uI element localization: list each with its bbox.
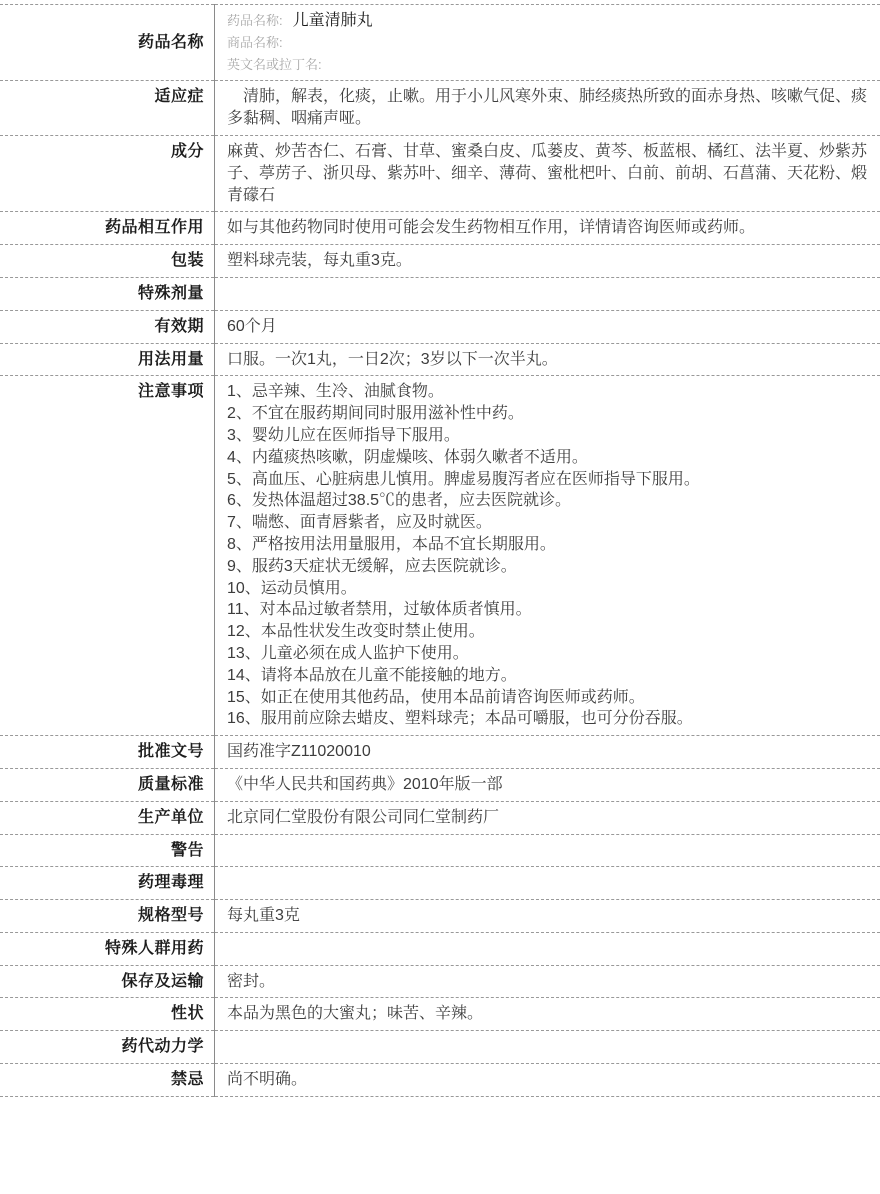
- table-row: [0, 376, 880, 736]
- value-line: 60个月: [227, 316, 870, 338]
- row-value-special-dosage: [215, 277, 880, 310]
- value-line: 2、不宜在服药期间同时服用滋补性中药。: [227, 403, 870, 425]
- row-label-special-populations: 特殊人群用药: [0, 932, 215, 965]
- row-label-quality-standard: 质量标准: [0, 768, 215, 801]
- value-line: 清肺，解表，化痰，止嗽。用于小儿风寒外束、肺经痰热所致的面赤身热、咳嗽气促、痰多黏稠、咽痛声哑。: [227, 86, 870, 130]
- row-label-indications: 适应症: [0, 81, 215, 136]
- row-label-packaging: 包装: [0, 245, 215, 278]
- empty-value: [227, 1036, 870, 1058]
- row-label-manufacturer: 生产单位: [0, 801, 215, 834]
- table-row: [0, 867, 880, 900]
- value-line: 8、严格按用法用量服用，本品不宜长期服用。: [227, 534, 870, 556]
- row-value-special-populations: [215, 932, 880, 965]
- row-value-warnings: [215, 834, 880, 867]
- value-line: 14、请将本品放在儿童不能接触的地方。: [227, 665, 870, 687]
- value-line: 10、运动员慎用。: [227, 578, 870, 600]
- value-line: 塑料球壳装，每丸重3克。: [227, 250, 870, 272]
- row-label-warnings: 警告: [0, 834, 215, 867]
- value-line: 3、婴幼儿应在医师指导下服用。: [227, 425, 870, 447]
- empty-value: [227, 938, 870, 960]
- table-row: [0, 277, 880, 310]
- table-row: [0, 343, 880, 376]
- row-label-contraindications: 禁忌: [0, 1064, 215, 1097]
- value-line: 本品为黑色的大蜜丸；味苦、辛辣。: [227, 1003, 870, 1025]
- value-line: 4、内蕴痰热咳嗽，阴虚燥咳、体弱久嗽者不适用。: [227, 447, 870, 469]
- value-line: 7、喘憋、面青唇紫者，应及时就医。: [227, 512, 870, 534]
- row-label-pharmacokinetics: 药代动力学: [0, 1031, 215, 1064]
- value-line: 密封。: [227, 971, 870, 993]
- row-value-contraindications: [215, 1064, 880, 1097]
- field-value: 儿童清肺丸: [293, 12, 373, 29]
- drug-info-table-body: [0, 5, 880, 1097]
- row-label-drug-name: 药品名称: [0, 5, 215, 81]
- row-value-pharmacology-toxicology: [215, 867, 880, 900]
- row-label-dosage-administration: 用法用量: [0, 343, 215, 376]
- row-label-special-dosage: 特殊剂量: [0, 277, 215, 310]
- value-line: 麻黄、炒苦杏仁、石膏、甘草、蜜桑白皮、瓜蒌皮、黄芩、板蓝根、橘红、法半夏、炒紫苏子、葶苈子、浙贝母、紫苏叶、细辛、薄荷、蜜枇杷叶、白前、前胡、石菖蒲、天花粉、煅青礞石: [227, 141, 870, 206]
- value-line: 1、忌辛辣、生冷、油腻食物。: [227, 381, 870, 403]
- row-value-drug-name: [215, 5, 880, 81]
- value-line: 13、儿童必须在成人监护下使用。: [227, 643, 870, 665]
- table-row: [0, 965, 880, 998]
- row-value-packaging: [215, 245, 880, 278]
- row-label-approval-number: 批准文号: [0, 736, 215, 769]
- value-line: 每丸重3克: [227, 905, 870, 927]
- table-row: [0, 801, 880, 834]
- row-value-specification: [215, 900, 880, 933]
- empty-value: [227, 872, 870, 894]
- table-row: [0, 932, 880, 965]
- table-row: [0, 212, 880, 245]
- value-line: 9、服药3天症状无缓解，应去医院就诊。: [227, 556, 870, 578]
- value-line: 《中华人民共和国药典》2010年版一部: [227, 774, 870, 796]
- row-label-shelf-life: 有效期: [0, 310, 215, 343]
- value-line: 6、发热体温超过38.5℃的患者，应去医院就诊。: [227, 490, 870, 512]
- row-value-drug-interactions: [215, 212, 880, 245]
- row-value-precautions: [215, 376, 880, 736]
- row-value-description: [215, 998, 880, 1031]
- table-row: [0, 834, 880, 867]
- kv-line: [227, 32, 870, 54]
- row-value-shelf-life: [215, 310, 880, 343]
- row-label-storage-transport: 保存及运输: [0, 965, 215, 998]
- row-value-storage-transport: [215, 965, 880, 998]
- row-value-manufacturer: [215, 801, 880, 834]
- value-line: 国药准字Z11020010: [227, 741, 870, 763]
- kv-line: [227, 54, 870, 76]
- empty-value: [227, 840, 870, 862]
- value-line: 11、对本品过敏者禁用，过敏体质者慎用。: [227, 599, 870, 621]
- table-row: [0, 5, 880, 81]
- table-row: [0, 736, 880, 769]
- table-row: [0, 310, 880, 343]
- table-row: [0, 135, 880, 211]
- row-label-ingredients: 成分: [0, 135, 215, 211]
- value-line: 5、高血压、心脏病患儿慎用。脾虚易腹泻者应在医师指导下服用。: [227, 469, 870, 491]
- table-row: [0, 998, 880, 1031]
- kv-line: [227, 10, 870, 32]
- value-line: 12、本品性状发生改变时禁止使用。: [227, 621, 870, 643]
- field-key: 英文名或拉丁名:: [227, 57, 322, 72]
- table-row: [0, 768, 880, 801]
- value-line: 如与其他药物同时使用可能会发生药物相互作用，详情请咨询医师或药师。: [227, 217, 870, 239]
- drug-info-page: [0, 4, 880, 1194]
- field-key: 药品名称:: [227, 13, 283, 28]
- row-label-precautions: 注意事项: [0, 376, 215, 736]
- row-value-approval-number: [215, 736, 880, 769]
- table-row: [0, 81, 880, 136]
- value-line: 16、服用前应除去蜡皮、塑料球壳；本品可嚼服，也可分份吞服。: [227, 708, 870, 730]
- table-row: [0, 900, 880, 933]
- row-value-dosage-administration: [215, 343, 880, 376]
- table-row: [0, 245, 880, 278]
- row-label-drug-interactions: 药品相互作用: [0, 212, 215, 245]
- empty-value: [227, 283, 870, 305]
- drug-info-table: [0, 4, 880, 1097]
- row-value-indications: [215, 81, 880, 136]
- value-line: 15、如正在使用其他药品，使用本品前请咨询医师或药师。: [227, 687, 870, 709]
- field-key: 商品名称:: [227, 35, 283, 50]
- row-value-quality-standard: [215, 768, 880, 801]
- row-label-description: 性状: [0, 998, 215, 1031]
- row-value-ingredients: [215, 135, 880, 211]
- row-value-pharmacokinetics: [215, 1031, 880, 1064]
- value-line: 北京同仁堂股份有限公司同仁堂制药厂: [227, 807, 870, 829]
- row-label-pharmacology-toxicology: 药理毒理: [0, 867, 215, 900]
- value-line: 口服。一次1丸，一日2次；3岁以下一次半丸。: [227, 349, 870, 371]
- row-label-specification: 规格型号: [0, 900, 215, 933]
- table-row: [0, 1031, 880, 1064]
- value-line: 尚不明确。: [227, 1069, 870, 1091]
- table-row: [0, 1064, 880, 1097]
